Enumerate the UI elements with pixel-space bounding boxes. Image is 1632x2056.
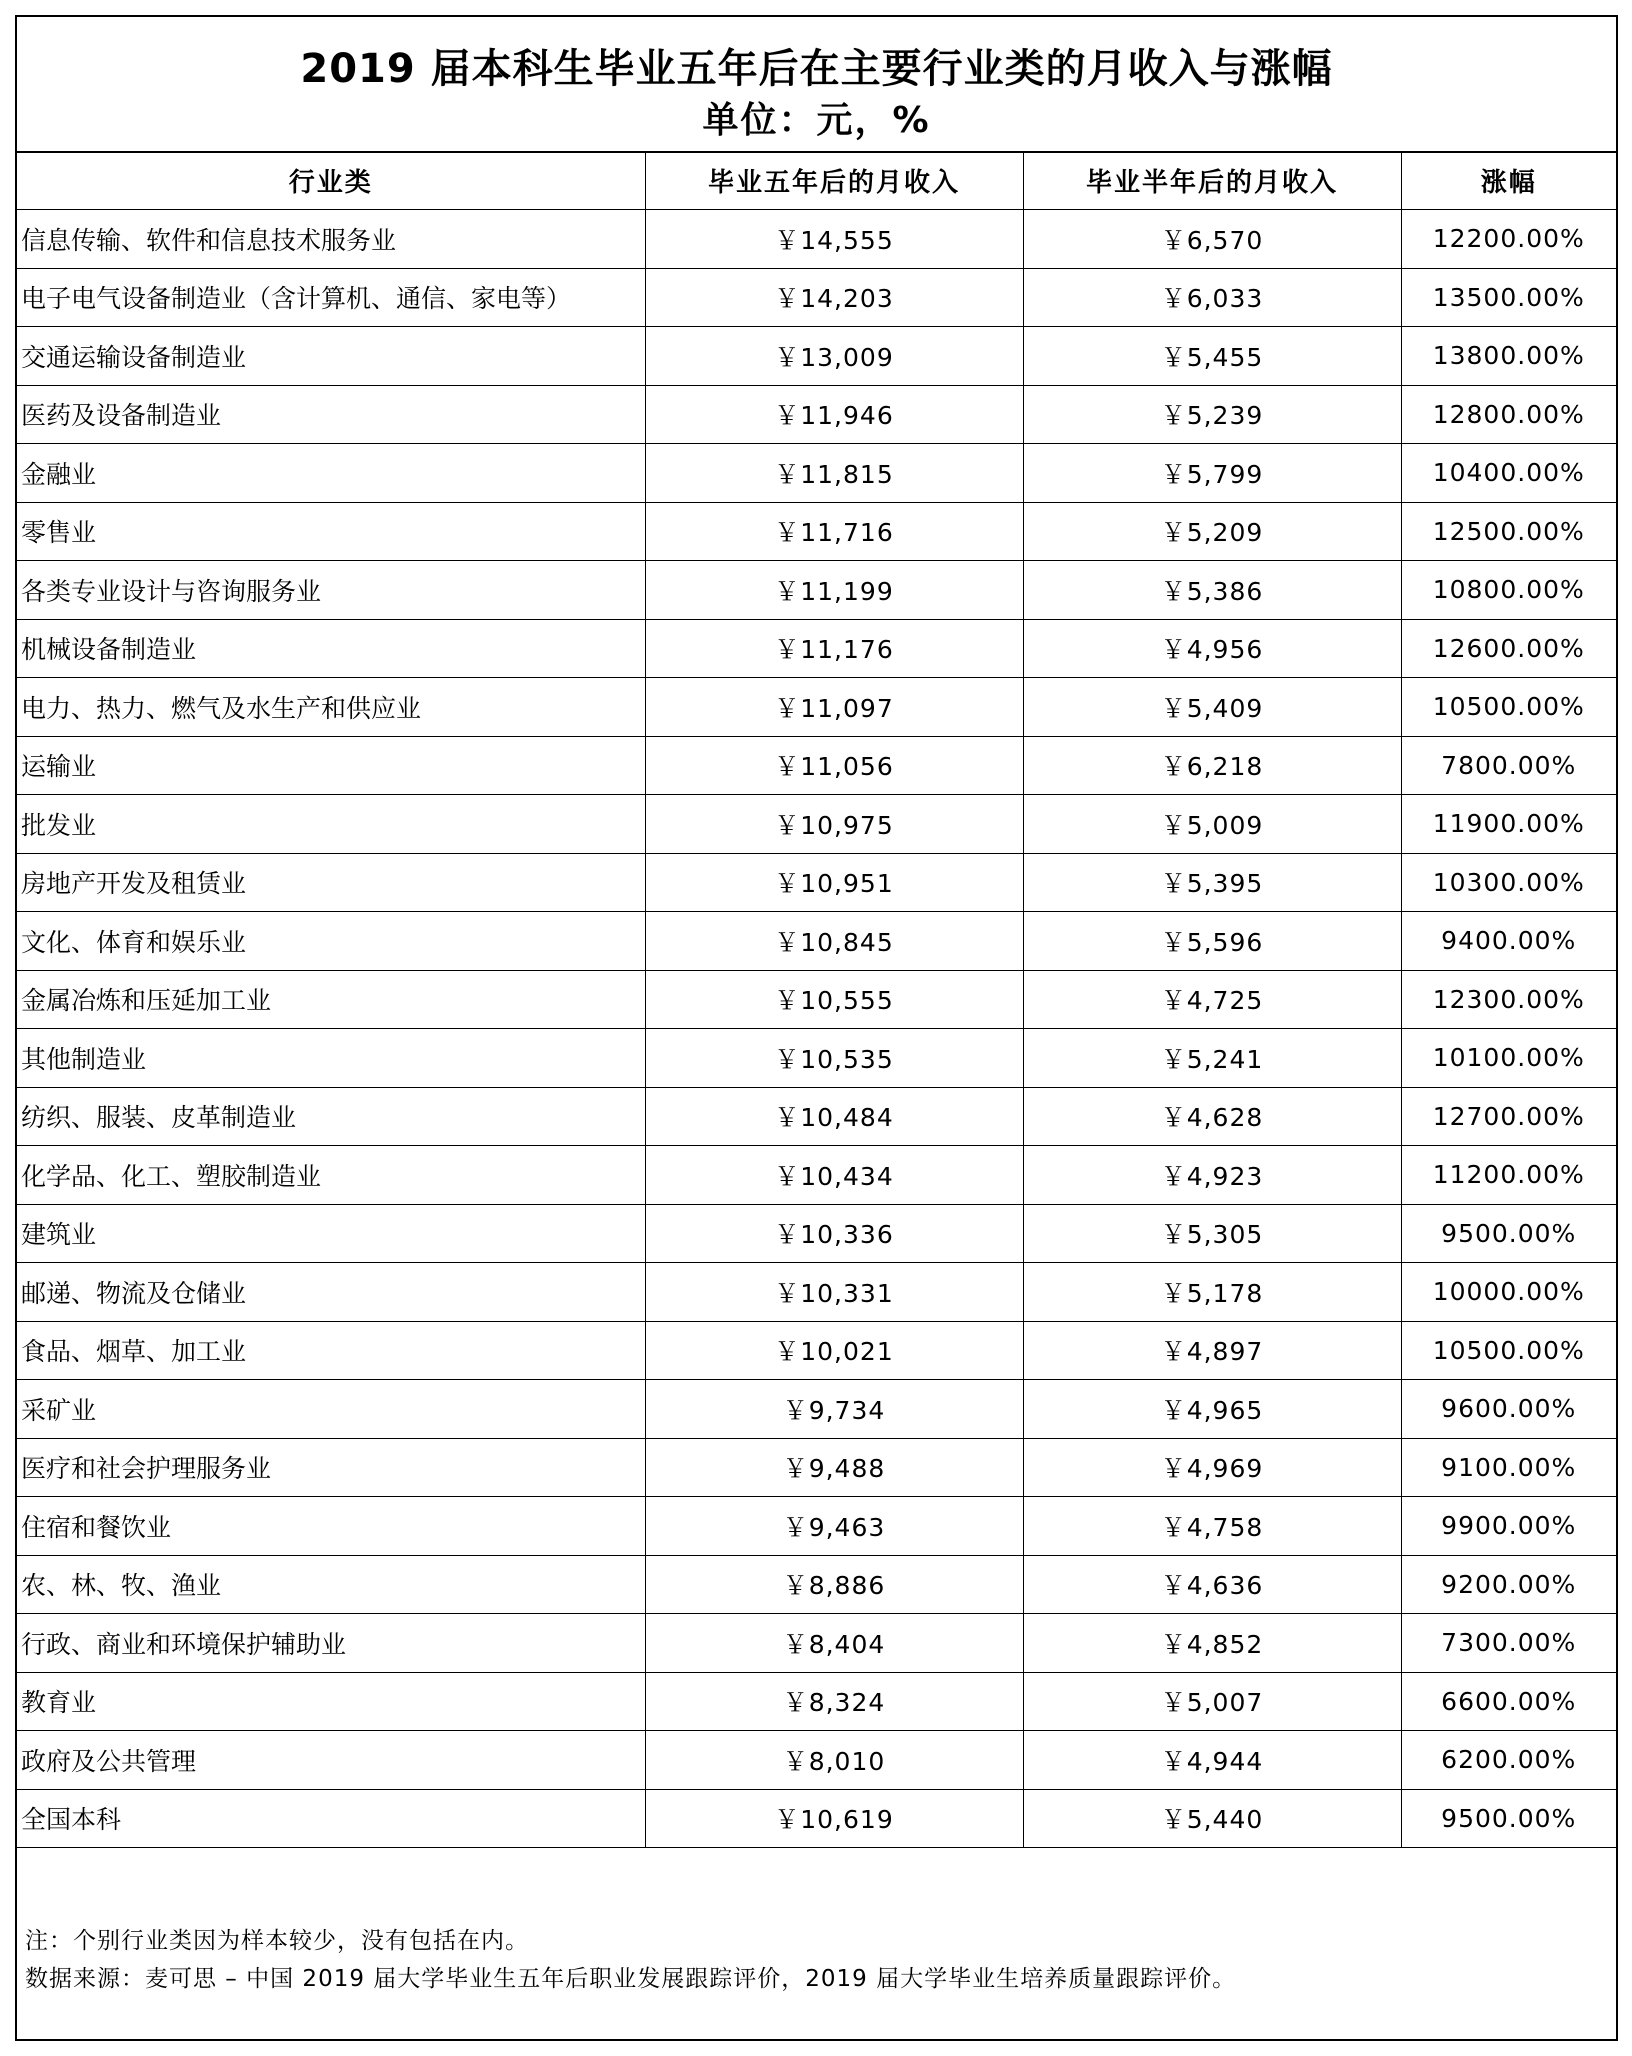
income-5yr-cell: ￥10,975 <box>645 795 1023 854</box>
increase-cell: 10100.00% <box>1401 1029 1616 1088</box>
table-row <box>17 736 1616 795</box>
table-row <box>17 1614 1616 1673</box>
income-5yr-cell: ￥10,434 <box>645 1146 1023 1205</box>
industry-cell: 纺织、服装、皮革制造业 <box>17 1087 645 1146</box>
increase-cell: 9200.00% <box>1401 1555 1616 1614</box>
income-5yr-cell: ￥14,555 <box>645 210 1023 269</box>
increase-cell: 9600.00% <box>1401 1380 1616 1439</box>
industry-cell: 医疗和社会护理服务业 <box>17 1438 645 1497</box>
income-5yr-cell: ￥14,203 <box>645 268 1023 327</box>
increase-cell: 10500.00% <box>1401 678 1616 737</box>
table-row <box>17 1321 1616 1380</box>
income-half-yr-cell: ￥5,209 <box>1023 502 1401 561</box>
income-half-yr-cell: ￥4,758 <box>1023 1497 1401 1556</box>
income-half-yr-cell: ￥5,241 <box>1023 1029 1401 1088</box>
income-half-yr-cell: ￥5,596 <box>1023 912 1401 971</box>
income-half-yr-cell: ￥5,009 <box>1023 795 1401 854</box>
income-half-yr-cell: ￥6,570 <box>1023 210 1401 269</box>
income-5yr-cell: ￥9,463 <box>645 1497 1023 1556</box>
increase-cell: 12800.00% <box>1401 385 1616 444</box>
income-half-yr-cell: ￥4,897 <box>1023 1321 1401 1380</box>
table-row <box>17 970 1616 1029</box>
table-row <box>17 1146 1616 1205</box>
table-row <box>17 502 1616 561</box>
increase-cell: 10500.00% <box>1401 1321 1616 1380</box>
increase-cell: 12200.00% <box>1401 210 1616 269</box>
increase-cell: 13500.00% <box>1401 268 1616 327</box>
table-row <box>17 1672 1616 1731</box>
table-row <box>17 1029 1616 1088</box>
income-half-yr-cell: ￥5,455 <box>1023 327 1401 386</box>
industry-cell: 电力、热力、燃气及水生产和供应业 <box>17 678 645 737</box>
table-row <box>17 853 1616 912</box>
increase-cell: 12600.00% <box>1401 619 1616 678</box>
increase-cell: 9100.00% <box>1401 1438 1616 1497</box>
income-5yr-cell: ￥8,010 <box>645 1731 1023 1790</box>
industry-cell: 交通运输设备制造业 <box>17 327 645 386</box>
increase-cell: 10400.00% <box>1401 444 1616 503</box>
income-half-yr-cell: ￥6,033 <box>1023 268 1401 327</box>
increase-cell: 10800.00% <box>1401 561 1616 620</box>
title-block <box>17 17 1616 153</box>
table-row <box>17 1438 1616 1497</box>
income-5yr-cell: ￥11,056 <box>645 736 1023 795</box>
table-row <box>17 1731 1616 1790</box>
table-row <box>17 1380 1616 1439</box>
income-5yr-cell: ￥10,331 <box>645 1263 1023 1322</box>
income-half-yr-cell: ￥5,007 <box>1023 1672 1401 1731</box>
table-body <box>17 210 1616 1848</box>
income-half-yr-cell: ￥4,956 <box>1023 619 1401 678</box>
income-half-yr-cell: ￥5,409 <box>1023 678 1401 737</box>
income-5yr-cell: ￥8,404 <box>645 1614 1023 1673</box>
table-row <box>17 444 1616 503</box>
industry-cell: 采矿业 <box>17 1380 645 1439</box>
income-half-yr-cell: ￥4,923 <box>1023 1146 1401 1205</box>
industry-cell: 医药及设备制造业 <box>17 385 645 444</box>
income-5yr-cell: ￥8,324 <box>645 1672 1023 1731</box>
industry-cell: 金属冶炼和压延加工业 <box>17 970 645 1029</box>
income-half-yr-cell: ￥4,636 <box>1023 1555 1401 1614</box>
industry-cell: 各类专业设计与咨询服务业 <box>17 561 645 620</box>
unit-subtitle: 单位：元，% <box>702 100 931 141</box>
industry-cell: 金融业 <box>17 444 645 503</box>
income-5yr-cell: ￥10,555 <box>645 970 1023 1029</box>
industry-cell: 全国本科 <box>17 1789 645 1848</box>
table-row <box>17 1555 1616 1614</box>
increase-cell: 13800.00% <box>1401 327 1616 386</box>
header-increase: 涨幅 <box>1401 151 1616 210</box>
industry-cell: 房地产开发及租赁业 <box>17 853 645 912</box>
income-half-yr-cell: ￥4,944 <box>1023 1731 1401 1790</box>
increase-cell: 12300.00% <box>1401 970 1616 1029</box>
income-half-yr-cell: ￥5,386 <box>1023 561 1401 620</box>
note-line: 注：个别行业类因为样本较少，没有包括在内。 <box>25 1928 529 1954</box>
header-income-half-yr: 毕业半年后的月收入 <box>1023 151 1401 210</box>
industry-cell: 信息传输、软件和信息技术服务业 <box>17 210 645 269</box>
table-row <box>17 561 1616 620</box>
increase-cell: 7300.00% <box>1401 1614 1616 1673</box>
table-row <box>17 268 1616 327</box>
increase-cell: 11200.00% <box>1401 1146 1616 1205</box>
industry-cell: 行政、商业和环境保护辅助业 <box>17 1614 645 1673</box>
income-5yr-cell: ￥10,845 <box>645 912 1023 971</box>
income-5yr-cell: ￥11,176 <box>645 619 1023 678</box>
industry-cell: 化学品、化工、塑胶制造业 <box>17 1146 645 1205</box>
table-row <box>17 1087 1616 1146</box>
income-5yr-cell: ￥11,097 <box>645 678 1023 737</box>
income-5yr-cell: ￥11,815 <box>645 444 1023 503</box>
income-5yr-cell: ￥10,619 <box>645 1789 1023 1848</box>
header-income-5yr: 毕业五年后的月收入 <box>645 151 1023 210</box>
increase-cell: 12700.00% <box>1401 1087 1616 1146</box>
table-row <box>17 678 1616 737</box>
increase-cell: 10000.00% <box>1401 1263 1616 1322</box>
notes <box>25 1922 1236 1998</box>
income-5yr-cell: ￥9,488 <box>645 1438 1023 1497</box>
income-5yr-cell: ￥10,021 <box>645 1321 1023 1380</box>
income-half-yr-cell: ￥5,440 <box>1023 1789 1401 1848</box>
income-5yr-cell: ￥9,734 <box>645 1380 1023 1439</box>
income-half-yr-cell: ￥5,239 <box>1023 385 1401 444</box>
income-5yr-cell: ￥8,886 <box>645 1555 1023 1614</box>
income-5yr-cell: ￥11,199 <box>645 561 1023 620</box>
industry-cell: 运输业 <box>17 736 645 795</box>
income-5yr-cell: ￥10,535 <box>645 1029 1023 1088</box>
table-row <box>17 1263 1616 1322</box>
income-half-yr-cell: ￥5,305 <box>1023 1204 1401 1263</box>
industry-cell: 农、林、牧、渔业 <box>17 1555 645 1614</box>
increase-cell: 10300.00% <box>1401 853 1616 912</box>
table-row <box>17 327 1616 386</box>
income-5yr-cell: ￥10,484 <box>645 1087 1023 1146</box>
industry-cell: 零售业 <box>17 502 645 561</box>
table-row <box>17 1497 1616 1556</box>
table-header-row <box>17 151 1616 210</box>
table-row <box>17 1204 1616 1263</box>
income-5yr-cell: ￥10,951 <box>645 853 1023 912</box>
increase-cell: 11900.00% <box>1401 795 1616 854</box>
industry-cell: 机械设备制造业 <box>17 619 645 678</box>
income-5yr-cell: ￥11,946 <box>645 385 1023 444</box>
table-row <box>17 619 1616 678</box>
increase-cell: 9400.00% <box>1401 912 1616 971</box>
income-half-yr-cell: ￥6,218 <box>1023 736 1401 795</box>
income-5yr-cell: ￥13,009 <box>645 327 1023 386</box>
source-line: 数据来源：麦可思 – 中国 2019 届大学毕业生五年后职业发展跟踪评价，2019 届大学毕业生培养质量跟踪评价。 <box>25 1966 1237 1992</box>
table-row <box>17 1789 1616 1848</box>
industry-cell: 其他制造业 <box>17 1029 645 1088</box>
increase-cell: 7800.00% <box>1401 736 1616 795</box>
income-half-yr-cell: ￥4,965 <box>1023 1380 1401 1439</box>
income-table <box>17 151 1616 1848</box>
income-half-yr-cell: ￥4,725 <box>1023 970 1401 1029</box>
industry-cell: 政府及公共管理 <box>17 1731 645 1790</box>
income-half-yr-cell: ￥4,628 <box>1023 1087 1401 1146</box>
table-row <box>17 912 1616 971</box>
industry-cell: 住宿和餐饮业 <box>17 1497 645 1556</box>
table-row <box>17 795 1616 854</box>
industry-cell: 食品、烟草、加工业 <box>17 1321 645 1380</box>
income-5yr-cell: ￥10,336 <box>645 1204 1023 1263</box>
income-5yr-cell: ￥11,716 <box>645 502 1023 561</box>
increase-cell: 9500.00% <box>1401 1789 1616 1848</box>
industry-cell: 电子电气设备制造业（含计算机、通信、家电等） <box>17 268 645 327</box>
income-half-yr-cell: ￥4,969 <box>1023 1438 1401 1497</box>
income-half-yr-cell: ￥5,395 <box>1023 853 1401 912</box>
increase-cell: 9900.00% <box>1401 1497 1616 1556</box>
document-frame <box>15 15 1618 2041</box>
increase-cell: 12500.00% <box>1401 502 1616 561</box>
page-title: 2019 届本科生毕业五年后在主要行业类的月收入与涨幅 <box>300 46 1333 92</box>
industry-cell: 邮递、物流及仓储业 <box>17 1263 645 1322</box>
industry-cell: 教育业 <box>17 1672 645 1731</box>
income-half-yr-cell: ￥4,852 <box>1023 1614 1401 1673</box>
industry-cell: 建筑业 <box>17 1204 645 1263</box>
table-row <box>17 385 1616 444</box>
header-industry: 行业类 <box>17 151 645 210</box>
increase-cell: 9500.00% <box>1401 1204 1616 1263</box>
industry-cell: 文化、体育和娱乐业 <box>17 912 645 971</box>
increase-cell: 6200.00% <box>1401 1731 1616 1790</box>
table-row <box>17 210 1616 269</box>
increase-cell: 6600.00% <box>1401 1672 1616 1731</box>
industry-cell: 批发业 <box>17 795 645 854</box>
income-half-yr-cell: ￥5,178 <box>1023 1263 1401 1322</box>
income-half-yr-cell: ￥5,799 <box>1023 444 1401 503</box>
